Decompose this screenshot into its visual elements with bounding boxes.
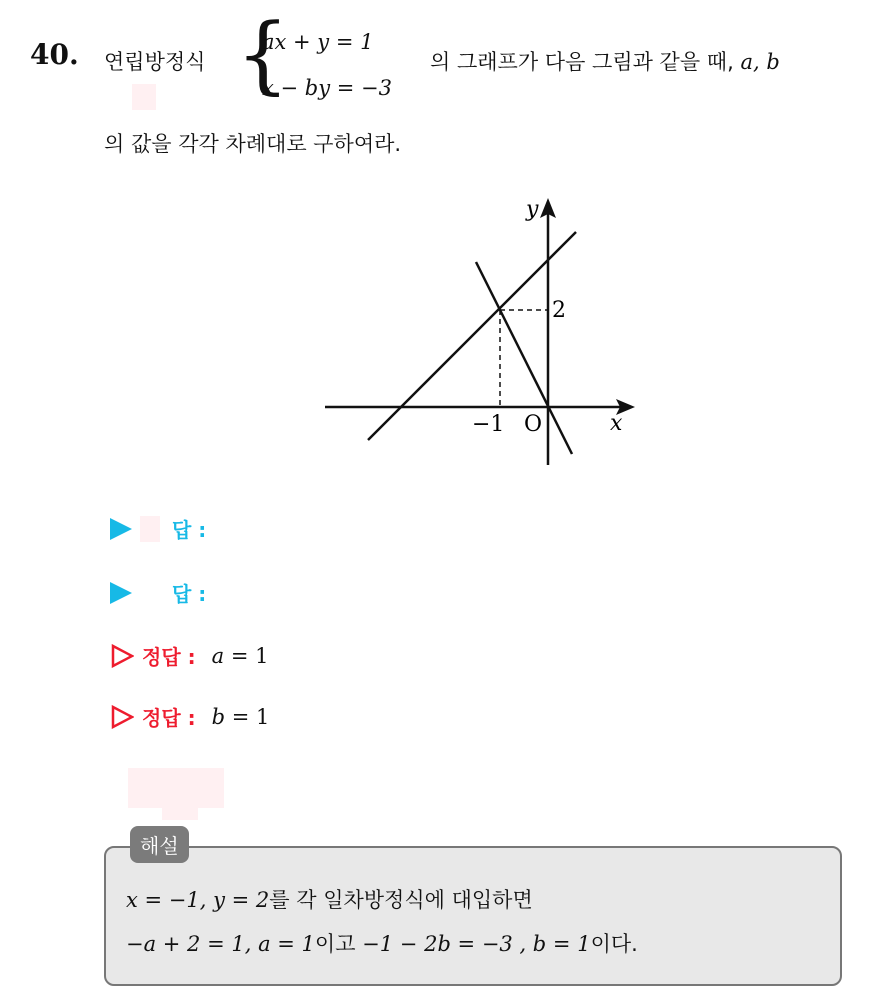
outline-triangle-icon [110, 644, 134, 668]
stem-vars: a, b [740, 50, 780, 74]
x-tick-label: −1 [472, 412, 505, 437]
origin-label: O [524, 412, 543, 437]
equation-2: x − by = −3 [262, 76, 392, 100]
correct-var: b [211, 704, 226, 729]
correct-value [212, 705, 270, 729]
equation-1: ax + y = 1 [262, 30, 374, 54]
solution-end: 이다. [590, 932, 638, 956]
correct-rest: = 1 [224, 643, 269, 668]
y-axis-label: y [526, 197, 539, 222]
highlight-mark [140, 516, 160, 542]
stem-after-text: 의 그래프가 다음 그림과 같을 때, [430, 50, 741, 74]
correct-var: a [211, 643, 225, 668]
correct-value [212, 644, 269, 668]
solution-box [104, 846, 842, 986]
solution-eq-b: −1 − 2b = −3 , b = 1 [355, 932, 591, 956]
line-ax-plus-y [368, 232, 576, 440]
solution-tab: 해설 [130, 826, 189, 863]
system-brace: { [236, 5, 290, 103]
y-tick-label: 2 [552, 298, 566, 323]
solution-eq-a: −a + 2 = 1, a = 1 [126, 932, 315, 956]
correct-answer-1 [110, 641, 268, 670]
highlight-block [162, 806, 198, 820]
highlight-block [128, 768, 224, 808]
answer-label: 답 : [172, 518, 207, 542]
correct-rest: = 1 [225, 704, 270, 729]
x-axis-label: x [610, 411, 623, 436]
question-stem-start: 연립방정식 [104, 50, 206, 74]
highlight-mark [132, 84, 156, 110]
filled-triangle-icon [110, 518, 132, 540]
solution-line-2 [126, 928, 638, 958]
question-stem-end [430, 46, 780, 76]
answer-blank-2 [110, 578, 206, 607]
coordinate-graph [320, 190, 650, 480]
solution-connector: 이고 [314, 932, 356, 956]
solution-line-1 [126, 884, 533, 914]
question-stem-line2: 의 값을 각각 차례대로 구하여라. [104, 132, 402, 156]
correct-label: 정답 : [142, 706, 196, 730]
answer-label: 답 : [172, 582, 207, 606]
correct-answer-2 [110, 702, 269, 731]
solution-text: 를 각 일차방정식에 대입하면 [269, 888, 533, 912]
solution-values: x = −1, y = 2 [126, 888, 270, 912]
correct-label: 정답 : [142, 645, 196, 669]
outline-triangle-icon [110, 705, 134, 729]
question-number: 40. [30, 38, 79, 71]
filled-triangle-icon [110, 582, 132, 604]
